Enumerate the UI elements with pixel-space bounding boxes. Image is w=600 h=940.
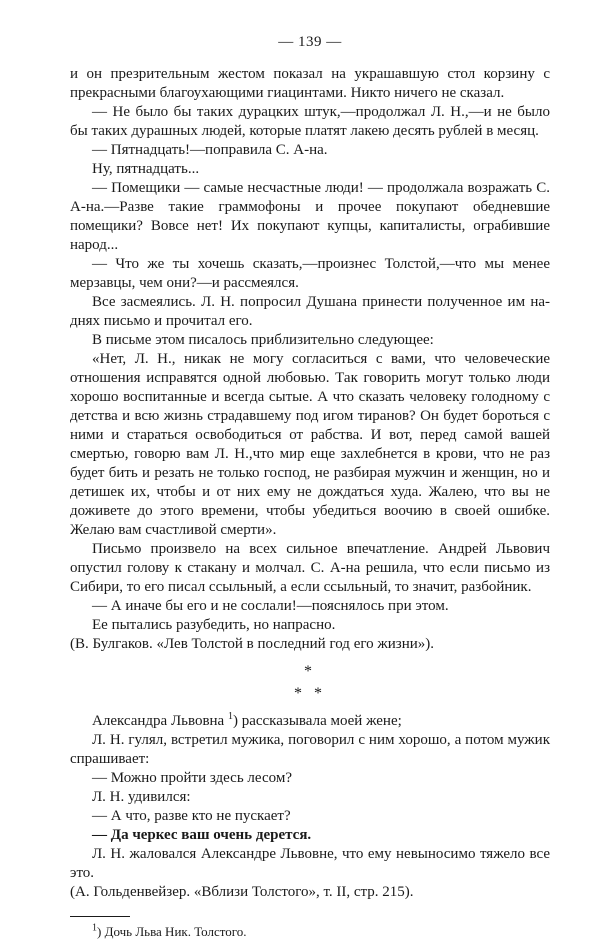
section-goldenweiser <box>70 712 550 902</box>
letter-quote: «Нет, Л. Н., никак не могу согласиться с вами, что человеческие отношения исправятся одной любовью. Так говорить могут только люди хорошо воспитанные и всегда сытые. А что сказать человеку голодному с детства и всю жизнь страдавшему под игом тиранов? Он будет бороться с ними и стараться освободиться от рабства. И вот, перед самой вашей смертью, говорю вам Л. Н.,что мир еще захлебнется в крови, что не раз будет бить и резать не только господ, не разбирая мужчин и женщин, но и детишек их, чтобы и от них ему не дождаться худа. Жалею, что вы не доживете до этого времени, чтобы убедиться воочию в своей ошибке. Желаю вам счастливой смерти». <box>70 351 550 538</box>
intro-text: Александра Львовна <box>92 713 225 729</box>
paragraph: Л. Н. гулял, встретил мужика, поговорил с ним хорошо, а потом мужик спрашивает: <box>70 732 550 767</box>
paragraph: Л. Н. жаловался Александре Львовне, что ему невыносимо тяжело все это. <box>70 846 550 881</box>
footnote-text: ) Дочь Льва Ник. Толстого. <box>97 924 247 939</box>
paragraph: — Что же ты хочешь сказать,—произнес Толстой,—что мы менее мерзавцы, чем они?—и рассмеялся. <box>70 256 550 291</box>
separator-star-top: * <box>304 663 316 680</box>
footnote <box>92 923 550 940</box>
separator-stars-bottom: * * <box>294 685 326 702</box>
paragraph: — Пятнадцать!—поправила С. А-на. <box>92 142 328 158</box>
paragraph: — А иначе бы его и не сослали!—пояснялось при этом. <box>92 598 449 614</box>
footnote-ref: 1 <box>227 711 233 722</box>
paragraph: — Не было бы таких дурацких штук,—продолжал Л. Н.,—и не было бы таких дурашных людей, которые платят лакею десять рублей в месяц. <box>70 104 550 139</box>
paragraph: В письме этом писалось приблизительно следующее: <box>92 332 434 348</box>
page-number: — 139 — <box>278 34 342 50</box>
paragraph: Письмо произвело на всех сильное впечатление. Андрей Львович опустил голову к стакану и молчал. С. А-на решила, что если письмо из Сибири, то его писал ссыльный, а если ссыльный, то значит, разбойник. <box>70 541 550 595</box>
paragraph-bold: — Да черкес ваш очень дерется. <box>92 827 312 843</box>
source-citation: (В. Булгаков. «Лев Толстой в последний год его жизни»). <box>70 636 434 652</box>
source-citation: (А. Гольденвейзер. «Вблизи Толстого», т. II, стр. 215). <box>70 884 414 900</box>
paragraph: Все засмеялись. Л. Н. попросил Душана принести полученное им на-днях письмо и прочитал его. <box>70 294 550 329</box>
section-separator <box>70 663 550 702</box>
intro-text-rest: ) рассказывала моей жене; <box>232 713 402 729</box>
paragraph: — Помещики — самые несчастные люди! — продолжала возражать С. А-на.—Разве такие граммофоны и прочее покупают обедневшие помещики? Вовсе нет! Их покупают купцы, капиталисты, ограбившие народ... <box>70 180 550 253</box>
book-page <box>70 34 550 940</box>
paragraph: Л. Н. удивился: <box>92 789 191 805</box>
paragraph: — А что, разве кто не пускает? <box>92 808 291 824</box>
paragraph: Ну, пятнадцать... <box>92 161 200 177</box>
paragraph: и он презрительным жестом показал на украшавшую стол корзину с прекрасными благоухающими гиацинтами. Никто ничего не сказал. <box>70 66 550 101</box>
section-bulgakov <box>70 65 550 654</box>
footnote-divider <box>70 916 130 917</box>
footnote-mark: 1 <box>92 922 97 934</box>
paragraph: Ее пытались разубедить, но напрасно. <box>92 617 336 633</box>
paragraph: — Можно пройти здесь лесом? <box>92 770 292 786</box>
paragraph-intro <box>70 712 550 731</box>
